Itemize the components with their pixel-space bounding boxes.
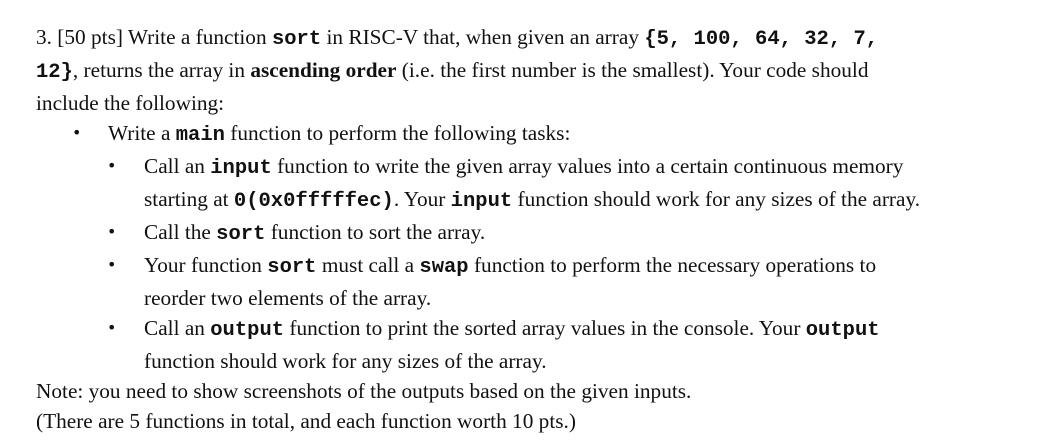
task-text: must call a	[321, 253, 415, 277]
code-array-part1: {5, 100, 64, 32, 7,	[644, 28, 879, 51]
task-text: function to perform the necessary operations to	[473, 253, 877, 277]
code-output: output	[210, 319, 285, 342]
task-text: function to sort the array.	[270, 220, 486, 244]
task-item-sort	[36, 217, 1036, 250]
bullet-dot-icon: •	[107, 318, 117, 337]
question-line-1	[36, 22, 1036, 55]
question-document	[36, 22, 1036, 436]
code-swap: swap	[419, 256, 469, 279]
task-input-line-1	[144, 151, 1036, 184]
task-text: Call an	[144, 316, 205, 340]
question-number-points: 3. [50 pts] Write a function	[36, 25, 267, 49]
task-text: Call an	[144, 154, 205, 178]
question-intro-mid: in RISC-V that, when given an array	[326, 25, 639, 49]
task-item-swap	[36, 250, 1036, 313]
note-points: (There are 5 functions in total, and each function worth 10 pts.)	[36, 409, 576, 433]
code-sort: sort	[267, 256, 317, 279]
main-bullet-prefix: Write a	[108, 121, 171, 145]
code-output: output	[805, 319, 880, 342]
task-text: function should work for any sizes of the array.	[517, 187, 921, 211]
code-main: main	[175, 124, 225, 147]
code-sort: sort	[271, 28, 322, 51]
task-bullet-list	[36, 151, 1036, 376]
task-text: starting at	[144, 187, 229, 211]
question-intro-tail2: (i.e. the first number is the smallest). Your code should	[401, 58, 869, 82]
ascending-order-text: ascending order	[250, 58, 397, 82]
task-text: Call the	[144, 220, 211, 244]
code-array-part2: 12}	[36, 61, 73, 84]
question-line-3: include the following:	[36, 91, 225, 115]
question-intro-tail1: , returns the array in	[72, 58, 245, 82]
task-item-output	[36, 313, 1036, 376]
note-screenshots: Note: you need to show screenshots of the outputs based on the given inputs.	[36, 379, 692, 403]
main-bullet-list	[36, 118, 1036, 151]
task-output-line-2: function should work for any sizes of the array.	[144, 349, 547, 373]
bullet-dot-icon: •	[107, 156, 117, 175]
task-swap-line-2: reorder two elements of the array.	[144, 286, 432, 310]
code-sort: sort	[216, 223, 266, 246]
task-text: Your function	[144, 253, 262, 277]
bullet-dot-icon: •	[107, 255, 117, 274]
question-line-2	[36, 55, 1036, 88]
task-item-input	[36, 151, 1036, 217]
main-bullet-item	[36, 118, 1036, 151]
bullet-dot-icon: •	[72, 123, 82, 142]
task-output-line-1	[144, 313, 1036, 346]
task-text: function to write the given array values into a certain continuous memory	[277, 154, 904, 178]
code-input: input	[450, 190, 513, 213]
code-input: input	[210, 157, 272, 180]
task-text: function to print the sorted array values in the console. Your	[289, 316, 801, 340]
task-sort-line	[144, 217, 1036, 250]
task-input-line-2	[144, 184, 1036, 217]
bullet-dot-icon: •	[107, 222, 117, 241]
task-swap-line-1	[144, 250, 1036, 283]
task-text: . Your	[393, 187, 446, 211]
main-bullet-suffix: function to perform the following tasks:	[230, 121, 571, 145]
code-address: 0(0x0fffffec)	[233, 190, 394, 213]
